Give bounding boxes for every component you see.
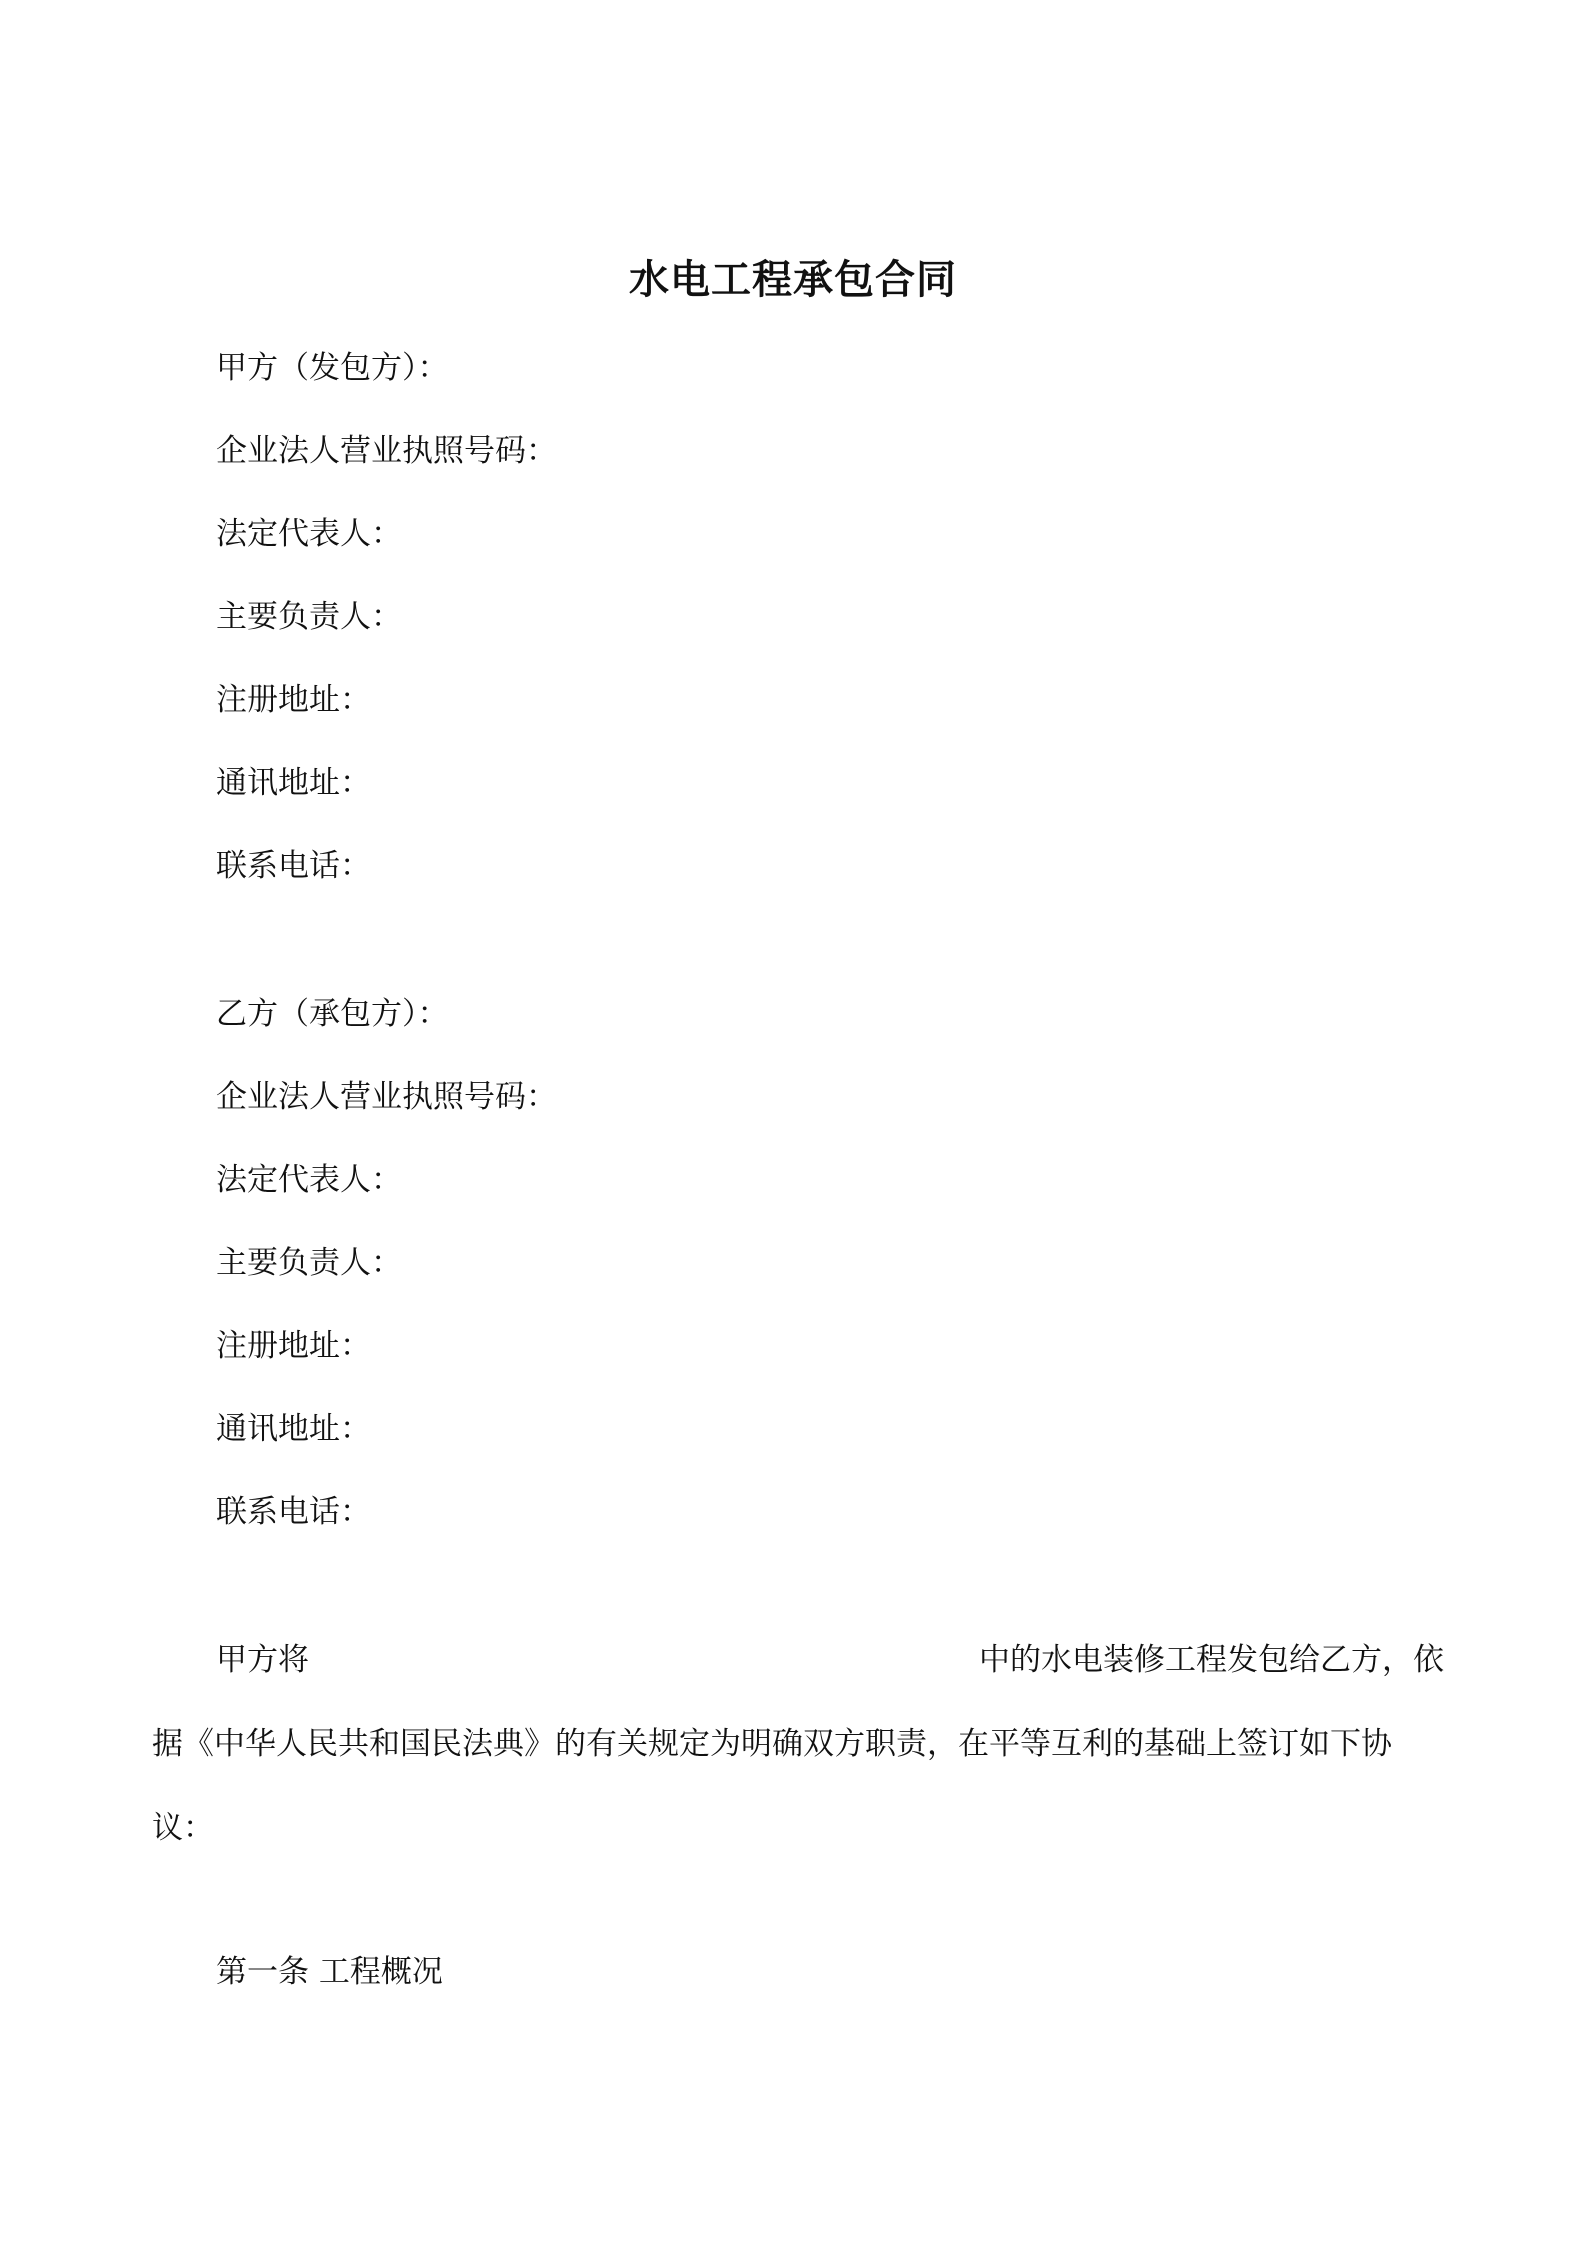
- party-b-main-principal: 主要负责人：: [216, 1245, 402, 1281]
- party-b-heading: 乙方（承包方）：: [216, 996, 449, 1032]
- party-a-heading: 甲方（发包方）：: [216, 350, 449, 386]
- document-title: 水电工程承包合同: [629, 257, 957, 303]
- party-b-phone: 联系电话：: [216, 1494, 371, 1530]
- intro-tail: 中的水电装修工程发包给乙方，依: [979, 1642, 1444, 1678]
- party-a-mailing-address: 通讯地址：: [216, 765, 371, 801]
- party-b-legal-representative: 法定代表人：: [216, 1162, 402, 1198]
- intro-paragraph-line-1: [216, 1640, 1444, 1680]
- party-a-license-number: 企业法人营业执照号码：: [216, 433, 557, 469]
- intro-paragraph-line-3: 议：: [152, 1810, 214, 1846]
- party-a-main-principal: 主要负责人：: [216, 599, 402, 635]
- intro-paragraph-line-2: 据《中华人民共和国民法典》的有关规定为明确双方职责，在平等互利的基础上签订如下协: [152, 1726, 1392, 1762]
- party-b-mailing-address: 通讯地址：: [216, 1411, 371, 1447]
- party-a-legal-representative: 法定代表人：: [216, 516, 402, 552]
- article-1-heading: 第一条 工程概况: [216, 1954, 443, 1990]
- party-a-phone: 联系电话：: [216, 848, 371, 884]
- party-a-registered-address: 注册地址：: [216, 682, 371, 718]
- intro-lead: 甲方将: [216, 1642, 309, 1678]
- party-b-license-number: 企业法人营业执照号码：: [216, 1079, 557, 1115]
- party-b-registered-address: 注册地址：: [216, 1328, 371, 1364]
